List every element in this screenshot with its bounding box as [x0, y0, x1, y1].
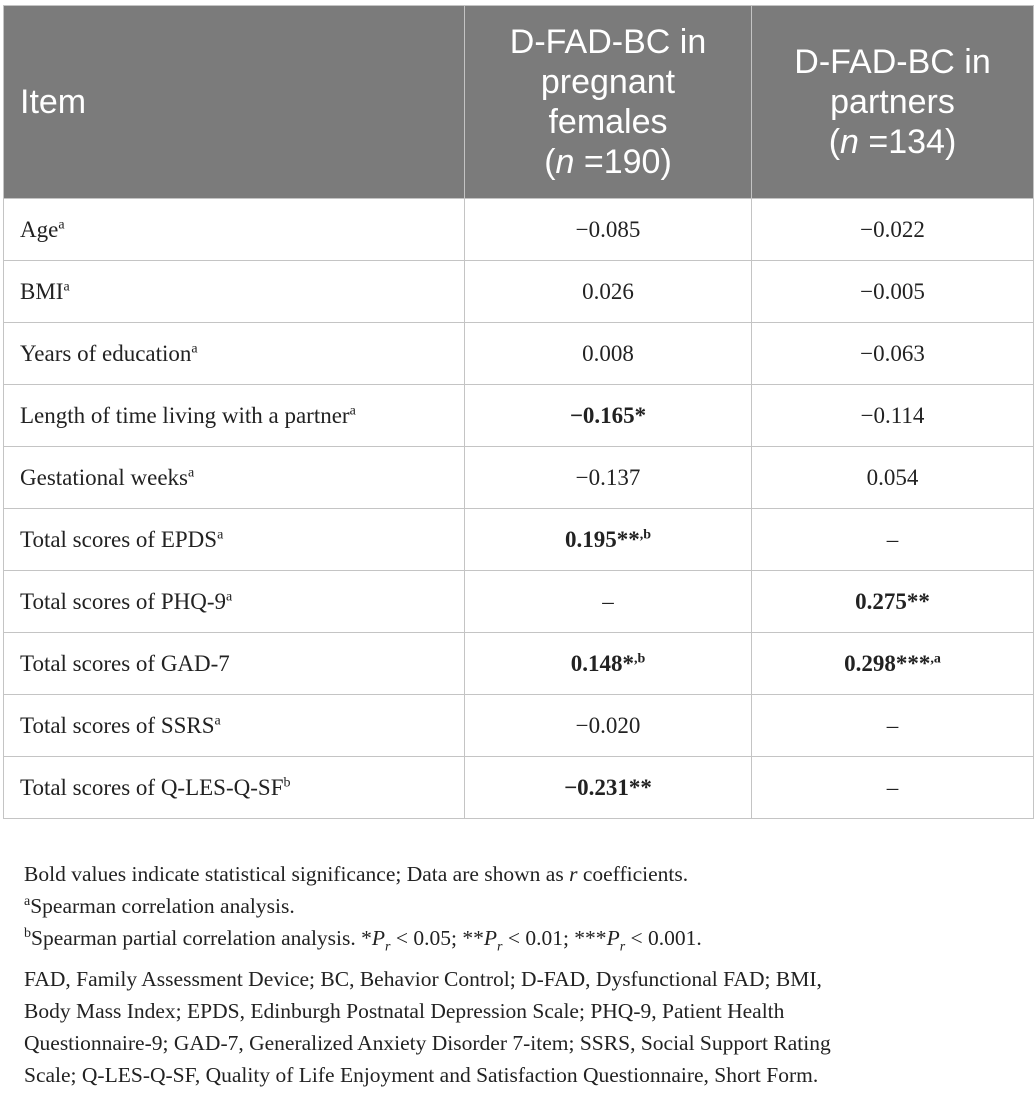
- row-label: [4, 571, 465, 633]
- row-col1-value: [465, 633, 752, 695]
- table-row: [4, 385, 1034, 447]
- row-label-footnote: a: [58, 216, 65, 232]
- row-label-footnote: a: [226, 588, 233, 604]
- row-label-text: Total scores of Q-LES-Q-SF: [20, 774, 284, 800]
- col2-value-text: −0.022: [860, 216, 925, 242]
- note-abbreviations-4: Scale; Q-LES-Q-SF, Quality of Life Enjoyment and Satisfaction Questionnaire, Short Form.: [24, 1063, 819, 1088]
- col1-footnote: ,b: [633, 650, 646, 666]
- row-label-footnote: a: [187, 464, 195, 480]
- row-col1-value: [465, 509, 752, 571]
- col1-value-text: 0.195**: [564, 526, 640, 552]
- col1-footnote: ,b: [639, 526, 652, 542]
- row-label-text: Age: [20, 216, 59, 242]
- note-a: [24, 890, 1024, 922]
- header-partners: D-FAD-BC in partners (n =134): [752, 6, 1034, 199]
- col1-value-text: −0.231**: [564, 774, 652, 800]
- row-col1-value: [465, 323, 752, 385]
- row-label-text: BMI: [20, 278, 64, 304]
- row-label-footnote: a: [191, 340, 198, 356]
- col2-value-text: −0.063: [860, 340, 925, 366]
- row-label-footnote: a: [63, 278, 70, 294]
- header-col1-line3: females: [548, 103, 668, 141]
- col2-value-text: −0.005: [860, 278, 925, 304]
- row-label: [4, 757, 465, 819]
- row-label-text: Years of education: [20, 340, 192, 366]
- row-col2-value: [752, 757, 1034, 819]
- row-label-text: Total scores of GAD-7: [20, 650, 230, 676]
- row-label: [4, 323, 465, 385]
- table-row: [4, 757, 1034, 819]
- row-label: [4, 385, 465, 447]
- row-col2-value: [752, 447, 1034, 509]
- note-a-text: Spearman correlation analysis.: [30, 894, 295, 918]
- row-col2-value: [752, 571, 1034, 633]
- correlation-table: [3, 5, 1034, 819]
- note-abbreviations-1: FAD, Family Assessment Device; BC, Behavior Control; D-FAD, Dysfunctional FAD; BMI,: [24, 967, 822, 992]
- col1-value-text: 0.008: [582, 340, 634, 366]
- row-col2-value: [752, 633, 1034, 695]
- row-col1-value: [465, 695, 752, 757]
- p-value-2: [483, 926, 503, 955]
- row-label-footnote: a: [349, 402, 356, 418]
- table-row: [4, 199, 1034, 261]
- note-abbreviations-3: Questionnaire-9; GAD-7, Generalized Anxiety Disorder 7-item; SSRS, Social Support Rating: [24, 1031, 831, 1056]
- header-col1-line2: pregnant: [540, 63, 676, 101]
- table-row: [4, 261, 1034, 323]
- col2-value-text: −0.114: [860, 402, 925, 428]
- row-col2-value: [752, 695, 1034, 757]
- row-col2-value: [752, 323, 1034, 385]
- p-threshold-3: < 0.001.: [625, 926, 702, 950]
- col2-value-text: –: [886, 774, 899, 800]
- col1-value-text: 0.026: [582, 278, 634, 304]
- p-sub: r: [385, 939, 391, 955]
- header-col1-line1: D-FAD-BC in: [509, 23, 707, 61]
- note-r-symbol: r: [569, 862, 578, 886]
- table-footnotes: [24, 858, 1024, 1091]
- row-label: [4, 261, 465, 323]
- row-label-text: Gestational weeks: [20, 464, 188, 490]
- col1-value-text: 0.148*: [570, 650, 634, 676]
- col1-value-text: −0.085: [575, 216, 641, 242]
- row-col2-value: [752, 385, 1034, 447]
- row-col2-value: [752, 261, 1034, 323]
- header-pregnant-females: D-FAD-BC in pregnant females (n =190): [465, 6, 752, 199]
- header-col2-n-label: n: [840, 123, 859, 161]
- p-threshold-1: < 0.05; **: [390, 926, 484, 950]
- col1-value-text: –: [602, 588, 614, 614]
- table-row: [4, 323, 1034, 385]
- note-abbreviations-2: Body Mass Index; EPDS, Edinburgh Postnatal Depression Scale; PHQ-9, Patient Health: [24, 999, 785, 1024]
- row-label: [4, 695, 465, 757]
- col2-value-text: 0.054: [866, 464, 919, 490]
- row-col2-value: [752, 199, 1034, 261]
- table-row: [4, 509, 1034, 571]
- table-row: [4, 695, 1034, 757]
- table-row: [4, 571, 1034, 633]
- header-col2-n-value: =134): [858, 123, 957, 161]
- p-value-1: [371, 926, 391, 955]
- col1-value-text: −0.137: [575, 464, 641, 490]
- table-header-row: [4, 6, 1034, 199]
- row-label: [4, 633, 465, 695]
- row-col1-value: [465, 385, 752, 447]
- p-letter: P: [606, 926, 620, 950]
- row-label-text: Total scores of EPDS: [20, 526, 218, 552]
- p-value-3: [606, 926, 626, 955]
- note-b-mark: b: [24, 925, 31, 941]
- table-row: [4, 447, 1034, 509]
- row-col1-value: [465, 199, 752, 261]
- col1-value-text: −0.165*: [569, 402, 647, 428]
- note-bold-text: Bold values indicate statistical significance; Data are shown as: [24, 862, 570, 886]
- col1-value-text: −0.020: [575, 712, 641, 738]
- p-sub: r: [619, 939, 626, 955]
- header-col1-n-value: =190): [574, 143, 672, 181]
- note-bold-values: [24, 858, 1024, 890]
- note-b: [24, 922, 1024, 963]
- note-bold-text-end: coefficients.: [577, 862, 689, 886]
- p-sub: r: [497, 939, 503, 955]
- header-col2-line1: D-FAD-BC in: [794, 43, 991, 81]
- row-label-text: Total scores of SSRS: [20, 712, 215, 738]
- header-col1-n-label: n: [555, 143, 575, 181]
- row-label-footnote: a: [214, 712, 221, 728]
- row-label-footnote: b: [283, 774, 291, 790]
- p-threshold-2: < 0.01; ***: [502, 926, 607, 950]
- p-letter: P: [371, 926, 386, 950]
- row-col1-value: [465, 757, 752, 819]
- row-col1-value: [465, 261, 752, 323]
- header-col2-line2: partners: [830, 83, 955, 121]
- row-label: [4, 199, 465, 261]
- row-col1-value: [465, 571, 752, 633]
- col2-footnote: ,a: [930, 650, 941, 666]
- table-row: [4, 633, 1034, 695]
- row-label: [4, 509, 465, 571]
- note-b-text: Spearman partial correlation analysis. *: [31, 926, 372, 950]
- row-col2-value: [752, 509, 1034, 571]
- row-label-footnote: a: [217, 526, 224, 542]
- row-label-text: Total scores of PHQ-9: [20, 588, 226, 614]
- col2-value-text: –: [886, 712, 899, 738]
- col2-value-text: –: [886, 526, 899, 552]
- col2-value-text: 0.298***: [844, 650, 931, 676]
- note-a-mark: a: [24, 893, 31, 909]
- header-item: Item: [4, 6, 465, 199]
- row-col1-value: [465, 447, 752, 509]
- col2-value-text: 0.275**: [855, 588, 930, 614]
- p-letter: P: [483, 926, 497, 950]
- row-label-text: Length of time living with a partner: [20, 402, 350, 428]
- row-label: [4, 447, 465, 509]
